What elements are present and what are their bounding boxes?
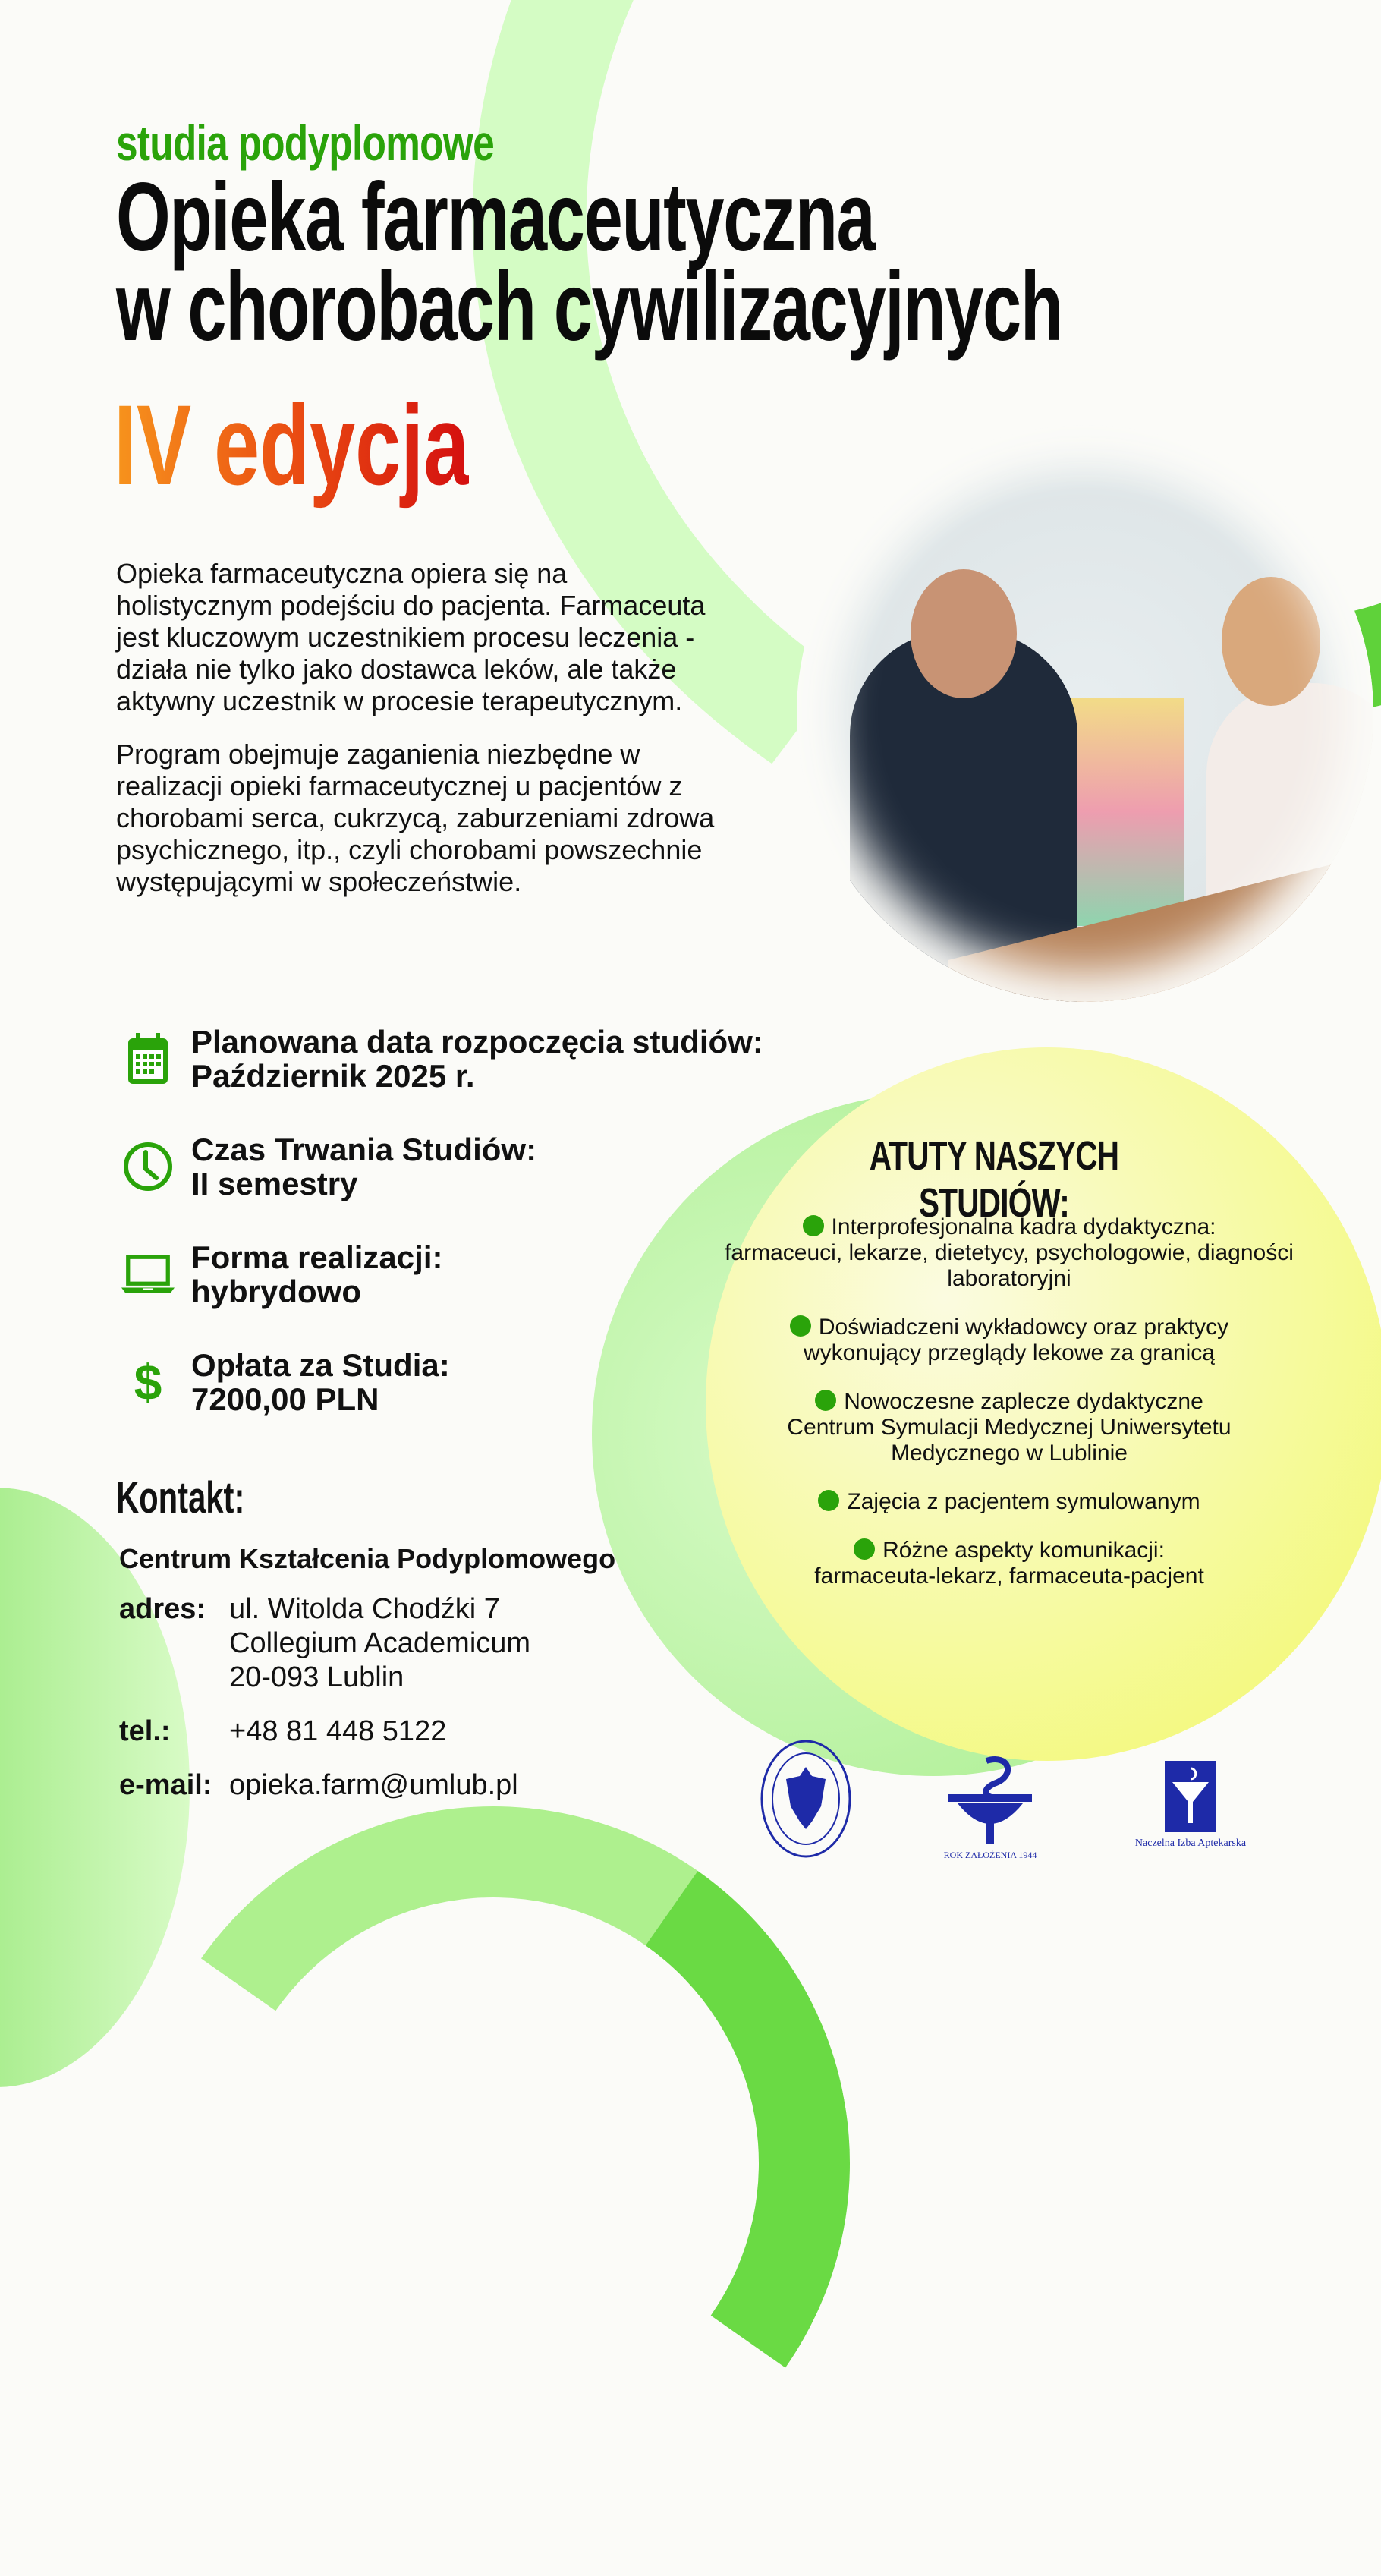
phone-value[interactable]: +48 81 448 5122 — [229, 1715, 447, 1747]
info-start-date — [121, 1025, 804, 1093]
contact-heading: Kontakt: — [116, 1473, 245, 1523]
bullet-icon — [818, 1490, 839, 1511]
laptop-icon — [121, 1240, 175, 1308]
title-line-1: Opieka farmaceutyczna — [116, 163, 875, 272]
info-format — [121, 1240, 804, 1308]
info-value: hybrydowo — [191, 1274, 362, 1309]
address-row — [119, 1592, 530, 1695]
title-line-2: w chorobach cywilizacyjnych — [116, 253, 1062, 361]
email-row — [119, 1768, 530, 1803]
info-duration — [121, 1132, 804, 1201]
info-label: Czas Trwania Studiów: — [191, 1132, 537, 1167]
list-item: Nowoczesne zaplecze dydaktyczne Centrum Symulacji Medycznej Uniwersytetu Medycznego w Lublinie — [787, 1389, 1232, 1466]
address-label: adres: — [119, 1593, 206, 1625]
info-label: Opłata za Studia: — [191, 1347, 450, 1383]
svg-text:ROK ZAŁOŻENIA 1944: ROK ZAŁOŻENIA 1944 — [943, 1850, 1037, 1860]
bullet-icon — [815, 1390, 836, 1411]
email-link[interactable]: opieka.farm@umlub.pl — [229, 1769, 518, 1801]
address-line: ul. Witolda Chodźki 7 — [229, 1593, 500, 1625]
phone-row — [119, 1715, 530, 1749]
partner-logos — [759, 1738, 1275, 1860]
bullet-icon — [803, 1215, 824, 1236]
nia-logo-icon — [1135, 1761, 1247, 1849]
info-label: Planowana data rozpoczęcia studiów: — [191, 1024, 763, 1060]
info-value: II semestry — [191, 1166, 358, 1201]
advantages-list — [721, 1214, 1298, 1612]
contact-details — [119, 1592, 530, 1822]
address-line: Collegium Academicum — [229, 1627, 531, 1659]
bullet-icon — [790, 1315, 811, 1337]
list-item: Interprofesjonalna kadra dydaktyczna: farmaceuci, lekarze, dietetycy, psychologowie, diagności laboratoryjni — [725, 1214, 1294, 1291]
info-label: Forma realizacji: — [191, 1239, 443, 1275]
contact-organization: Centrum Kształcenia Podyplomowego — [119, 1543, 616, 1574]
address-line: 20-093 Lublin — [229, 1661, 404, 1693]
info-value: 7200,00 PLN — [191, 1381, 379, 1417]
svg-text:Naczelna Izba Aptekarska: Naczelna Izba Aptekarska — [1134, 1838, 1247, 1849]
intro-paragraph-2: Program obejmuje zaganienia niezbędne w realizacji opieki farmaceutycznej u pacjentów z chorobami serca, cukrzycą, zaburzeniami zdrowa psychicznego, itp., czyli chorobami powszechnie występującymi w społeczeństwie. — [116, 738, 715, 897]
intro-paragraph-1: Opieka farmaceutyczna opiera się na holistycznym podejściu do pacjenta. Farmaceuta jest kluczowym uczestnikiem procesu leczenia - działa nie tylko jako dostawca leków, ale także aktywny uczestnik w procesie terapeutycznym. — [116, 558, 706, 716]
phone-label: tel.: — [119, 1715, 171, 1747]
email-label: e-mail: — [119, 1769, 212, 1801]
clock-icon — [121, 1132, 175, 1201]
loia-logo-icon — [944, 1759, 1037, 1860]
kicker-label: studia podyplomowe — [116, 115, 494, 171]
advantages-title: ATUTY NASZYCH STUDIÓW: — [869, 1133, 1119, 1226]
dollar-icon: $ — [134, 1354, 162, 1410]
intro-text — [116, 558, 723, 919]
umlub-logo-icon — [762, 1741, 850, 1856]
info-fee — [121, 1348, 804, 1416]
calendar-icon — [121, 1025, 175, 1093]
list-item: Doświadczeni wykładowcy oraz praktycy wykonujący przeglądy lekowe za granicą — [721, 1315, 1298, 1366]
decorative-arc-bottom — [80, 1750, 907, 2576]
pharmacy-photo — [797, 425, 1373, 1002]
list-item: Różne aspekty komunikacji: farmaceuta-lekarz, farmaceuta-pacjent — [814, 1538, 1204, 1589]
edition-label: IV edycja — [114, 379, 469, 511]
study-info-list — [121, 1025, 804, 1456]
bullet-icon — [854, 1538, 875, 1560]
list-item: Zajęcia z pacjentem symulowanym — [721, 1489, 1298, 1515]
info-value: Październik 2025 r. — [191, 1058, 475, 1094]
page-title — [116, 163, 1062, 361]
